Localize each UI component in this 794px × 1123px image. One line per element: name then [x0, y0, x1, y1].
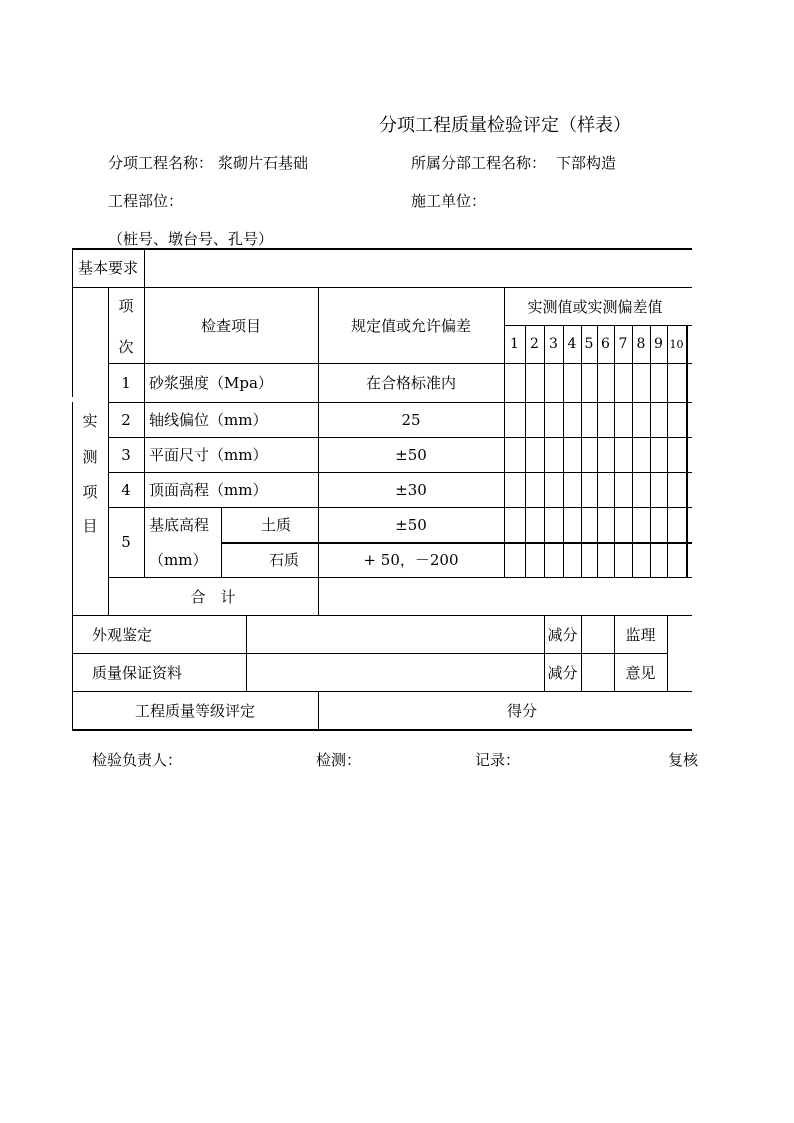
parent-project-value: 下部构造 [556, 154, 617, 172]
supervision-label: 监理 [625, 625, 656, 644]
row-subitem: 石质 [268, 551, 299, 569]
contractor-label: 施工单位： [411, 192, 487, 210]
grid-line [246, 615, 247, 691]
measure-col-header: 8 [636, 336, 646, 352]
spec-header: 规定值或允许偏差 [350, 316, 471, 335]
row-item-line1: 基底高程 [149, 516, 210, 534]
row-item-line2: （mm） [149, 551, 208, 569]
measure-col-header: 6 [601, 336, 610, 352]
measure-col-header: 10 [669, 337, 684, 351]
row-spec: 在合格标准内 [365, 374, 456, 392]
appearance-label: 外观鉴定 [92, 625, 153, 644]
item-name-label: 分项工程名称： [108, 154, 214, 172]
grid-line [581, 615, 582, 691]
location-label: 工程部位： [108, 192, 184, 210]
recorder-label: 记录： [475, 751, 521, 769]
grid-line [667, 615, 668, 691]
grid-line [72, 287, 73, 397]
row-spec: ±50 [395, 515, 427, 534]
grid-line [72, 402, 73, 615]
row-item: 砂浆强度（Mpa） [149, 374, 273, 392]
side-label-char: 实 [82, 411, 98, 430]
station-note: （桩号、墩台号、孔号） [108, 230, 274, 248]
item-name-value: 浆砌片石基础 [218, 154, 309, 172]
row-spec: ±50 [395, 445, 427, 464]
grid-line [686, 325, 688, 577]
row-no: 4 [121, 480, 131, 499]
parent-project-label: 所属分部工程名称： [411, 154, 547, 172]
row-subitem: 土质 [260, 516, 291, 534]
row-spec: 25 [401, 410, 421, 429]
row-item: 顶面高程（mm） [149, 481, 268, 499]
grade-label: 工程质量等级评定 [134, 701, 255, 720]
side-label-char: 目 [82, 516, 98, 535]
score-label: 得分 [506, 701, 537, 720]
side-label-char: 测 [82, 447, 98, 466]
measure-col-header: 4 [567, 336, 577, 352]
opinion-label: 意见 [625, 663, 656, 682]
item-no-header: 项 [118, 296, 134, 315]
row-spec: ±30 [395, 480, 427, 499]
reviewer-label: 复核 [668, 751, 699, 769]
tester-label: 检测： [316, 751, 362, 769]
row-no: 5 [121, 533, 131, 551]
row-no: 3 [121, 445, 131, 464]
deduct-label: 减分 [547, 663, 578, 682]
check-item-header: 检查项目 [200, 316, 261, 335]
side-label-char: 项 [82, 482, 98, 501]
measure-col-header: 5 [584, 336, 594, 352]
measure-col-header: 1 [510, 336, 519, 352]
row-item: 平面尺寸（mm） [149, 446, 268, 464]
measure-col-header: 9 [654, 336, 663, 352]
grid-line [144, 248, 145, 288]
measure-col-header: 2 [530, 336, 539, 352]
measured-header: 实测值或实测偏差值 [527, 297, 663, 316]
page-title: 分项工程质量检验评定（样表） [379, 115, 631, 136]
row-item: 轴线偏位（mm） [149, 411, 268, 429]
row-no: 1 [121, 373, 131, 392]
deduct-label: 减分 [547, 625, 578, 644]
grid-line [72, 729, 692, 731]
row-spec: + 50，－200 [363, 551, 459, 569]
basic-requirements-label: 基本要求 [77, 259, 138, 277]
total-label: 合 计 [190, 587, 236, 606]
item-no-header: 次 [118, 337, 134, 356]
quality-docs-label: 质量保证资料 [92, 663, 183, 682]
measure-col-header: 3 [549, 336, 558, 352]
inspector-label: 检验负责人： [92, 751, 183, 769]
measure-col-header: 7 [618, 336, 628, 352]
row-no: 2 [121, 410, 131, 429]
grid-line [72, 248, 692, 250]
